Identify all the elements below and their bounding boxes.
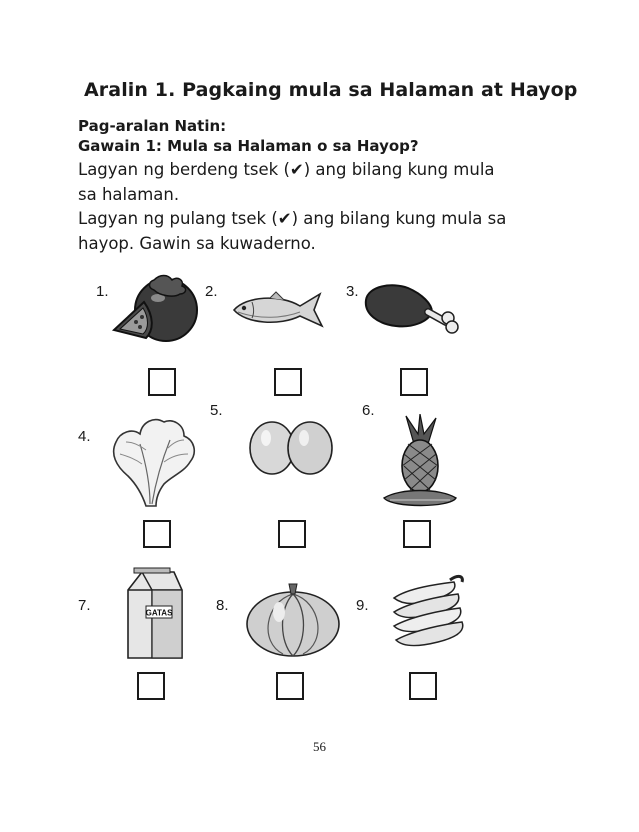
answer-box-9[interactable] [409,672,437,700]
answer-box-5[interactable] [278,520,306,548]
item-number-2: 2. [205,283,218,300]
squash-icon [243,582,343,658]
tomato-icon [108,272,200,344]
answer-box-8[interactable] [276,672,304,700]
item-number-9: 9. [356,597,369,614]
pineapple-icon [380,414,460,510]
item-number-6: 6. [362,402,375,419]
item-number-8: 8. [216,597,229,614]
instruction-line-3: Lagyan ng pulang tsek (✔) ang bilang kung mula sa [78,209,507,228]
instruction-line-1: Lagyan ng berdeng tsek (✔) ang bilang kung mula [78,160,495,179]
chicken-leg-icon [362,282,462,336]
answer-box-1[interactable] [148,368,176,396]
item-number-5: 5. [210,402,223,419]
section-heading: Pag-aralan Natin: [78,117,227,135]
instruction-line-2: sa halaman. [78,185,180,204]
page-number: 56 [313,739,326,754]
page-title: Aralin 1. Pagkaing mula sa Halaman at Hayop [84,79,578,101]
activity-heading: Gawain 1: Mula sa Halaman o sa Hayop? [78,137,419,155]
item-number-4: 4. [78,428,91,445]
item-number-7: 7. [78,597,91,614]
milk-carton-label: GATAS [145,608,173,618]
answer-box-2[interactable] [274,368,302,396]
answer-box-3[interactable] [400,368,428,396]
answer-box-6[interactable] [403,520,431,548]
eggs-icon [246,418,338,476]
milk-carton-icon [122,566,188,662]
item-number-1: 1. [96,283,109,300]
answer-box-4[interactable] [143,520,171,548]
answer-box-7[interactable] [137,672,165,700]
item-number-3: 3. [346,283,359,300]
fish-icon [230,290,326,330]
bananas-icon [388,570,470,656]
lettuce-icon [106,414,200,510]
instruction-line-4: hayop. Gawin sa kuwaderno. [78,234,316,253]
